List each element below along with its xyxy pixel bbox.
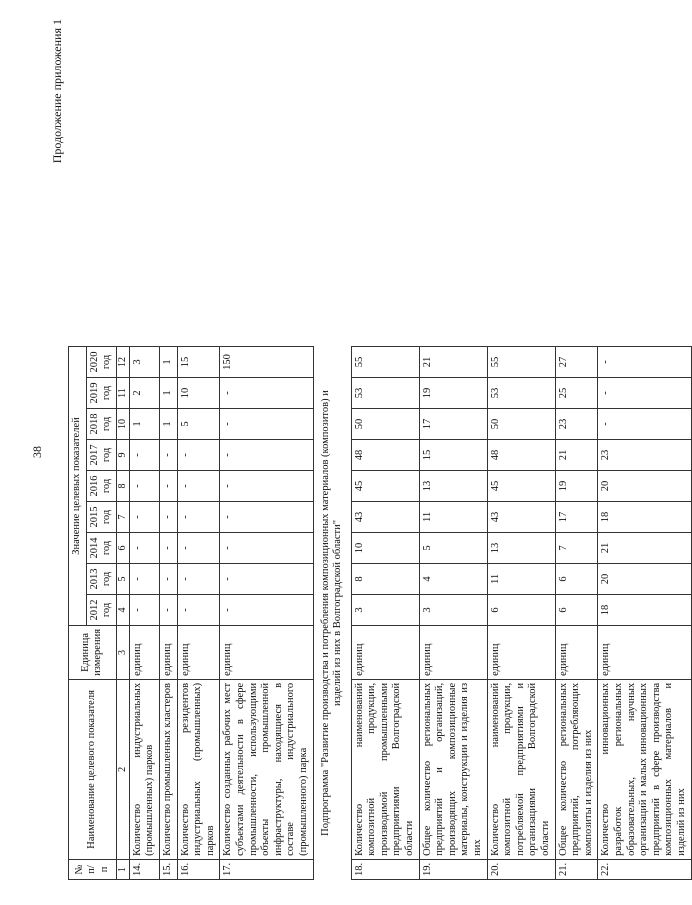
header-year: 2019 год bbox=[86, 377, 116, 408]
year-value: 1 bbox=[159, 377, 177, 408]
header-col-number: 2 bbox=[116, 679, 129, 859]
year-value: 18 bbox=[598, 501, 691, 532]
header-col-number: 11 bbox=[116, 377, 129, 408]
year-value: 150 bbox=[220, 346, 313, 377]
year-value: - bbox=[220, 563, 313, 594]
table-row bbox=[177, 346, 220, 879]
year-value: 4 bbox=[419, 563, 487, 594]
year-value: 45 bbox=[487, 470, 555, 501]
year-value: - bbox=[129, 501, 159, 532]
indicators-table bbox=[68, 346, 692, 880]
year-value: - bbox=[177, 470, 220, 501]
header-col-number: 9 bbox=[116, 439, 129, 470]
year-value: - bbox=[220, 408, 313, 439]
year-value: 27 bbox=[555, 346, 598, 377]
year-value: 6 bbox=[555, 594, 598, 625]
year-value: - bbox=[177, 532, 220, 563]
year-value: 10 bbox=[351, 532, 419, 563]
year-value: 23 bbox=[598, 439, 691, 470]
year-value: - bbox=[598, 346, 691, 377]
indicator-unit: единиц bbox=[598, 625, 691, 679]
header-year: 2018 год bbox=[86, 408, 116, 439]
header-col-number: 5 bbox=[116, 563, 129, 594]
year-value: 5 bbox=[177, 408, 220, 439]
year-value: 15 bbox=[419, 439, 487, 470]
year-value: 48 bbox=[351, 439, 419, 470]
year-value: - bbox=[598, 377, 691, 408]
year-value: 3 bbox=[351, 594, 419, 625]
indicator-name: Количество наименований композитной продукции, потребляемой предприятиями и организациями Волгоградской области bbox=[487, 679, 555, 859]
year-value: 1 bbox=[159, 346, 177, 377]
indicator-name: Количество наименований композитной продукции, производимой промышленными предприятиями Волгоградской области bbox=[351, 679, 419, 859]
year-value: 10 bbox=[177, 377, 220, 408]
year-value: 21 bbox=[598, 532, 691, 563]
indicator-unit: единиц bbox=[555, 625, 598, 679]
table-row bbox=[351, 346, 419, 879]
header-col-number: 8 bbox=[116, 470, 129, 501]
row-number: 22. bbox=[598, 859, 691, 879]
year-value: - bbox=[129, 439, 159, 470]
table-row bbox=[220, 346, 313, 879]
year-value: 6 bbox=[487, 594, 555, 625]
header-col-number: 12 bbox=[116, 346, 129, 377]
header-col-number: 6 bbox=[116, 532, 129, 563]
year-value: 53 bbox=[351, 377, 419, 408]
year-value: 43 bbox=[487, 501, 555, 532]
indicator-name: Общее количество региональных предприятий и организаций, производящих композиционные материалы, конструкции и изделия из них bbox=[419, 679, 487, 859]
year-value: 15 bbox=[177, 346, 220, 377]
table-row bbox=[159, 346, 177, 879]
header-year: 2012 год bbox=[86, 594, 116, 625]
year-value: 7 bbox=[555, 532, 598, 563]
row-number: 17. bbox=[220, 859, 313, 879]
indicator-name: Количество резидентов индустриальных (промышленных) парков bbox=[177, 679, 220, 859]
header-name: Наименование целевого показателя bbox=[69, 679, 117, 859]
year-value: 20 bbox=[598, 470, 691, 501]
year-value: 3 bbox=[419, 594, 487, 625]
rotated-page bbox=[44, 15, 687, 880]
year-value: 13 bbox=[419, 470, 487, 501]
header-no: № п/п bbox=[69, 859, 117, 879]
year-value: - bbox=[159, 470, 177, 501]
header-values-group: Значение целевых показателей bbox=[69, 346, 87, 625]
year-value: 1 bbox=[159, 408, 177, 439]
year-value: - bbox=[220, 501, 313, 532]
header-year: 2013 год bbox=[86, 563, 116, 594]
year-value: 3 bbox=[129, 346, 159, 377]
year-value: 25 bbox=[555, 377, 598, 408]
year-value: - bbox=[220, 532, 313, 563]
header-col-number: 1 bbox=[116, 859, 129, 879]
year-value: - bbox=[159, 594, 177, 625]
year-value: 17 bbox=[419, 408, 487, 439]
year-value: - bbox=[129, 563, 159, 594]
year-value: 23 bbox=[555, 408, 598, 439]
row-number: 19. bbox=[419, 859, 487, 879]
continuation-label: Продолжение приложения 1 bbox=[50, 19, 64, 164]
year-value: 19 bbox=[419, 377, 487, 408]
subprogram-row bbox=[313, 346, 351, 879]
header-col-number: 4 bbox=[116, 594, 129, 625]
indicator-unit: единиц bbox=[351, 625, 419, 679]
indicator-unit: единиц bbox=[220, 625, 313, 679]
year-value: - bbox=[159, 532, 177, 563]
header-col-number: 10 bbox=[116, 408, 129, 439]
year-value: 55 bbox=[487, 346, 555, 377]
year-value: - bbox=[129, 532, 159, 563]
year-value: 21 bbox=[555, 439, 598, 470]
indicator-name: Количество индустриальных (промышленных) парков bbox=[129, 679, 159, 859]
year-value: 45 bbox=[351, 470, 419, 501]
header-col-number: 7 bbox=[116, 501, 129, 532]
year-value: - bbox=[129, 594, 159, 625]
table-row bbox=[598, 346, 691, 879]
header-year: 2015 год bbox=[86, 501, 116, 532]
year-value: 55 bbox=[351, 346, 419, 377]
row-number: 15. bbox=[159, 859, 177, 879]
indicator-unit: единиц bbox=[177, 625, 220, 679]
indicator-name: Количество промышленных кластеров bbox=[159, 679, 177, 859]
year-value: 2 bbox=[129, 377, 159, 408]
year-value: - bbox=[220, 470, 313, 501]
indicator-unit: единиц bbox=[487, 625, 555, 679]
row-number: 18. bbox=[351, 859, 419, 879]
year-value: 11 bbox=[419, 501, 487, 532]
year-value: 21 bbox=[419, 346, 487, 377]
year-value: - bbox=[159, 439, 177, 470]
year-value: 18 bbox=[598, 594, 691, 625]
year-value: - bbox=[129, 470, 159, 501]
row-number: 14. bbox=[129, 859, 159, 879]
table-row bbox=[555, 346, 598, 879]
year-value: 17 bbox=[555, 501, 598, 532]
year-value: - bbox=[220, 439, 313, 470]
indicator-name: Количество созданных рабочих мест субъектами деятельности в сфере промышленности, использующими объекты промышленной инфраструктуры, находящиеся в составе индустриального (промышленного) парка bbox=[220, 679, 313, 859]
header-year: 2016 год bbox=[86, 470, 116, 501]
table-row bbox=[129, 346, 159, 879]
header-year: 2017 год bbox=[86, 439, 116, 470]
table-row bbox=[487, 346, 555, 879]
header-unit: Единица измерения bbox=[69, 625, 117, 679]
year-value: 20 bbox=[598, 563, 691, 594]
year-value: 53 bbox=[487, 377, 555, 408]
year-value: 5 bbox=[419, 532, 487, 563]
year-value: 11 bbox=[487, 563, 555, 594]
year-value: 6 bbox=[555, 563, 598, 594]
year-value: 8 bbox=[351, 563, 419, 594]
year-value: 48 bbox=[487, 439, 555, 470]
year-value: 50 bbox=[487, 408, 555, 439]
table-row bbox=[419, 346, 487, 879]
indicator-name: Количество инновационных разработок региональных образовательных, научных организаций и малых инновационных предприятий в сфере производства композиционных материалов и изделий из них bbox=[598, 679, 691, 859]
header-col-number: 3 bbox=[116, 625, 129, 679]
row-number: 21. bbox=[555, 859, 598, 879]
year-value: - bbox=[220, 594, 313, 625]
year-value: 1 bbox=[129, 408, 159, 439]
year-value: 43 bbox=[351, 501, 419, 532]
year-value: - bbox=[177, 501, 220, 532]
year-value: 19 bbox=[555, 470, 598, 501]
indicator-unit: единиц bbox=[129, 625, 159, 679]
year-value: - bbox=[220, 377, 313, 408]
subprogram-title: Подпрограмма "Развитие производства и потребления композиционных материалов (композитов) и изделий из них в Волгоградской области" bbox=[313, 346, 351, 879]
year-value: - bbox=[177, 439, 220, 470]
indicator-name: Общее количество региональных предприятий, потребляющих композиты и изделия из них bbox=[555, 679, 598, 859]
year-value: - bbox=[177, 563, 220, 594]
page-number: 38 bbox=[30, 446, 44, 458]
year-value: 13 bbox=[487, 532, 555, 563]
header-year: 2014 год bbox=[86, 532, 116, 563]
year-value: - bbox=[598, 408, 691, 439]
header-year: 2020 год bbox=[86, 346, 116, 377]
year-value: - bbox=[159, 563, 177, 594]
year-value: 50 bbox=[351, 408, 419, 439]
row-number: 20. bbox=[487, 859, 555, 879]
year-value: - bbox=[177, 594, 220, 625]
indicator-unit: единиц bbox=[159, 625, 177, 679]
indicator-unit: единиц bbox=[419, 625, 487, 679]
year-value: - bbox=[159, 501, 177, 532]
row-number: 16. bbox=[177, 859, 220, 879]
